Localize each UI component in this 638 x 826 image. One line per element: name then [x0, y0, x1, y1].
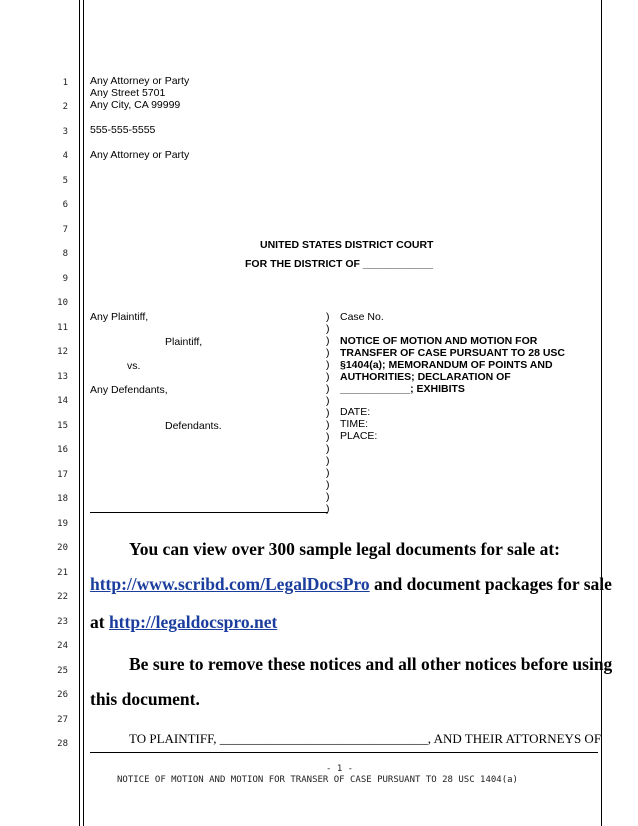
caption-paren: ): [326, 419, 330, 431]
hearing-time-label: TIME:: [340, 418, 368, 430]
defendant-role: Defendants.: [165, 420, 222, 432]
line-number: 22: [57, 592, 68, 602]
notice-links-line: [90, 574, 612, 594]
court-name: UNITED STATES DISTRICT COURT: [260, 239, 434, 251]
caption-paren: ): [326, 443, 330, 455]
line-number: 10: [57, 298, 68, 308]
footer-title: NOTICE OF MOTION AND MOTION FOR TRANSER OF CASE PURSUANT TO 28 USC 1404(a): [117, 775, 518, 785]
notice-this-document: this document.: [90, 689, 200, 709]
page-number: - 1 -: [326, 764, 354, 774]
caption-paren: ): [326, 311, 330, 323]
line-number: 5: [62, 176, 68, 186]
plaintiff-role: Plaintiff,: [165, 336, 203, 348]
line-number: 24: [57, 641, 68, 651]
caption-paren: ): [326, 383, 330, 395]
left-margin-rule-inner: [83, 0, 84, 826]
line-number: 25: [57, 666, 68, 676]
attorney-name: Any Attorney or Party: [90, 75, 190, 87]
line-number: 19: [57, 519, 68, 529]
line-number: 4: [62, 151, 68, 161]
caption-paren: ): [326, 491, 330, 503]
line-number: 20: [57, 543, 68, 553]
attorney-street: Any Street 5701: [90, 87, 166, 99]
line-number: 1: [62, 78, 68, 88]
line-number: 13: [57, 372, 68, 382]
hearing-date-label: DATE:: [340, 406, 371, 418]
versus-label: vs.: [127, 360, 141, 372]
notice-remove-line: Be sure to remove these notices and all other notices before using: [129, 654, 613, 674]
line-number: 15: [57, 421, 68, 431]
at-word: at: [90, 612, 109, 632]
caption-paren: ): [326, 335, 330, 347]
line-number: 14: [57, 396, 68, 406]
hearing-place-label: PLACE:: [340, 430, 378, 442]
legaldocspro-link[interactable]: http://legaldocspro.net: [108, 612, 278, 632]
caption-paren: ): [326, 395, 330, 407]
caption-paren: ): [326, 323, 330, 335]
plaintiff-name: Any Plaintiff,: [90, 311, 149, 323]
caption-paren: ): [326, 347, 330, 359]
footer-rule: [90, 752, 598, 753]
line-number: 12: [57, 347, 68, 357]
line-number: 28: [57, 739, 68, 749]
line-number: 6: [62, 200, 68, 210]
line-number: 3: [62, 127, 68, 137]
caption-paren: ): [326, 371, 330, 383]
attorney-phone: 555-555-5555: [90, 124, 156, 136]
line-number: 18: [57, 494, 68, 504]
line-number: 11: [57, 323, 68, 333]
document-title-line: NOTICE OF MOTION AND MOTION FOR: [340, 335, 538, 347]
line-number: 2: [62, 102, 68, 112]
defendant-name: Any Defendants,: [90, 384, 168, 396]
line-number: 23: [57, 617, 68, 627]
caption-paren: ): [326, 455, 330, 467]
document-title-line: AUTHORITIES; DECLARATION OF: [340, 371, 511, 383]
right-margin-rule: [601, 0, 602, 826]
notice-packages-text: and document packages for sale: [369, 574, 612, 594]
line-number: 16: [57, 445, 68, 455]
left-margin-rule-outer: [79, 0, 80, 826]
court-district: FOR THE DISTRICT OF ____________: [245, 258, 433, 270]
notice-website-line: [90, 612, 277, 632]
caption-paren: ): [326, 503, 330, 515]
scribd-link[interactable]: http://www.scribd.com/LegalDocsPro: [90, 574, 370, 594]
caption-paren: ): [326, 467, 330, 479]
caption-paren: ): [326, 359, 330, 371]
caption-paren: ): [326, 407, 330, 419]
document-title-line: §1404(a); MEMORANDUM OF POINTS AND: [340, 359, 553, 371]
line-number: 27: [57, 715, 68, 725]
attorney-city: Any City, CA 99999: [90, 99, 181, 111]
to-plaintiff-line: TO PLAINTIFF, ________________________________, AND THEIR ATTORNEYS OF: [129, 731, 602, 746]
notice-sample-documents: You can view over 300 sample legal documents for sale at:: [129, 539, 560, 559]
caption-underline: [90, 512, 328, 513]
line-number: 21: [57, 568, 68, 578]
document-title-line: TRANSFER OF CASE PURSUANT TO 28 USC: [340, 347, 565, 359]
caption-paren: ): [326, 479, 330, 491]
line-number: 7: [62, 225, 68, 235]
document-title-line: ____________; EXHIBITS: [340, 383, 465, 395]
attorney-for: Any Attorney or Party: [90, 149, 190, 161]
caption-paren: ): [326, 431, 330, 443]
line-number: 17: [57, 470, 68, 480]
line-number: 8: [62, 249, 68, 259]
line-number: 9: [62, 274, 68, 284]
line-number: 26: [57, 690, 68, 700]
case-number-label: Case No.: [340, 311, 384, 323]
